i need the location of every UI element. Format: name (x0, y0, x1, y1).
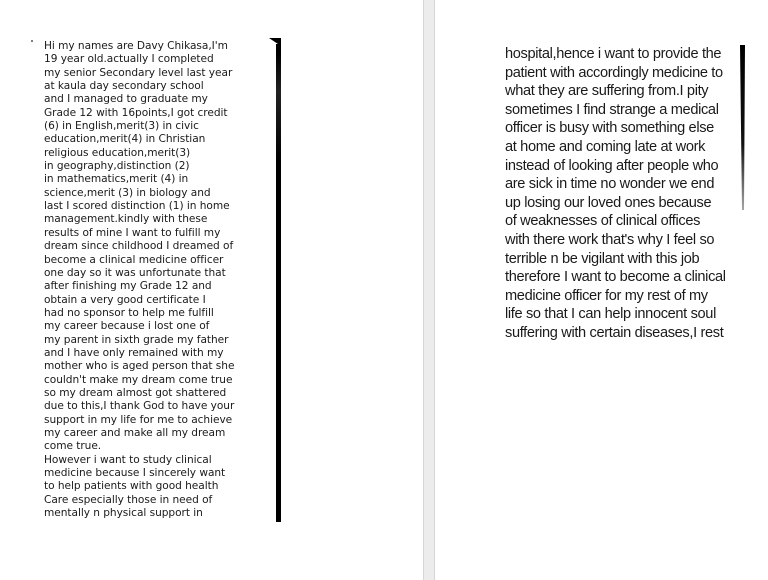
text-line: at home and coming late at work (505, 138, 706, 155)
text-line: so my dream almost got shattered (44, 386, 227, 399)
text-line: terrible n be vigilant with this job (505, 250, 700, 267)
text-line: medicine officer for my rest of my (505, 287, 708, 304)
text-line: become a clinical medicine officer (44, 253, 224, 266)
text-line: patient with accordingly medicine to (505, 64, 723, 81)
text-line: and I have only remained with my (44, 346, 224, 359)
page-2-text (505, 45, 755, 343)
text-line: education,merit(4) in Christian (44, 133, 206, 146)
text-line: with there work that's why I feel so (505, 231, 715, 248)
text-line: up losing our loved ones because (505, 194, 712, 211)
text-line: therefore I want to become a clinical (505, 269, 726, 286)
text-line: life so that I can help innocent soul (505, 306, 716, 323)
text-line: officer is busy with something else (505, 120, 714, 137)
text-line: management.kindly with these (44, 213, 208, 226)
text-line: my parent in sixth grade my father (44, 333, 229, 346)
text-line: mother who is aged person that she (44, 360, 235, 373)
text-line: obtain a very good certificate I (44, 293, 206, 306)
text-line: mentally n physical support in (44, 507, 203, 520)
text-line: Grade 12 with 16points,I got credit (44, 106, 228, 119)
text-line: support in my life for me to achieve (44, 413, 233, 426)
text-line: Care especially those in need of (44, 493, 213, 506)
text-line: Hi my names are Davy Chikasa,I'm (44, 40, 228, 52)
page-1-text (44, 40, 284, 520)
page-separator (423, 0, 435, 580)
text-line: of weaknesses of clinical offices (505, 213, 701, 230)
screenshot-scrollbar (276, 44, 281, 522)
text-line: and I managed to graduate my (44, 93, 208, 106)
text-line: sometimes I find strange a medical (505, 101, 719, 118)
text-line: results of mine I want to fulfill my (44, 226, 221, 239)
text-line: are sick in time no wonder we end (505, 176, 715, 193)
text-line: suffering with certain diseases,I rest (505, 324, 724, 341)
text-line: dream since childhood I dreamed of (44, 240, 234, 253)
text-line: medicine because I sincerely want (44, 467, 226, 479)
text-line: after finishing my Grade 12 and (44, 280, 212, 293)
text-line: last I scored distinction (1) in home (44, 200, 230, 213)
text-line: science,merit (3) in biology and (44, 186, 211, 199)
text-line: (6) in English,merit(3) in civic (44, 120, 199, 133)
text-line: due to this,I thank God to have your (44, 400, 235, 413)
text-line: instead of looking after people who (505, 157, 719, 174)
speck-mark (31, 40, 33, 42)
text-line: hospital,hence i want to provide the (505, 46, 722, 62)
text-line: 19 year old.actually I completed (44, 53, 214, 66)
text-line: However i want to study clinical (44, 453, 212, 466)
text-line: my career and make all my dream (44, 426, 226, 439)
text-line: come true. (44, 440, 102, 453)
text-line: at kaula day secondary school (44, 80, 204, 93)
text-line: my senior Secondary level last year (44, 66, 233, 79)
text-line: one day so it was unfortunate that (44, 266, 226, 279)
text-line: in mathematics,merit (4) in (44, 173, 189, 186)
text-line: in geography,distinction (2) (44, 160, 190, 173)
text-line: to help patients with good health (44, 480, 219, 493)
text-line: had no sponsor to help me fulfill (44, 306, 214, 319)
text-line: what they are suffering from.I pity (505, 83, 709, 100)
text-line: religious education,merit(3) (44, 146, 191, 159)
text-line: my career because i lost one of (44, 320, 210, 333)
text-line: couldn't make my dream come true (44, 373, 233, 386)
